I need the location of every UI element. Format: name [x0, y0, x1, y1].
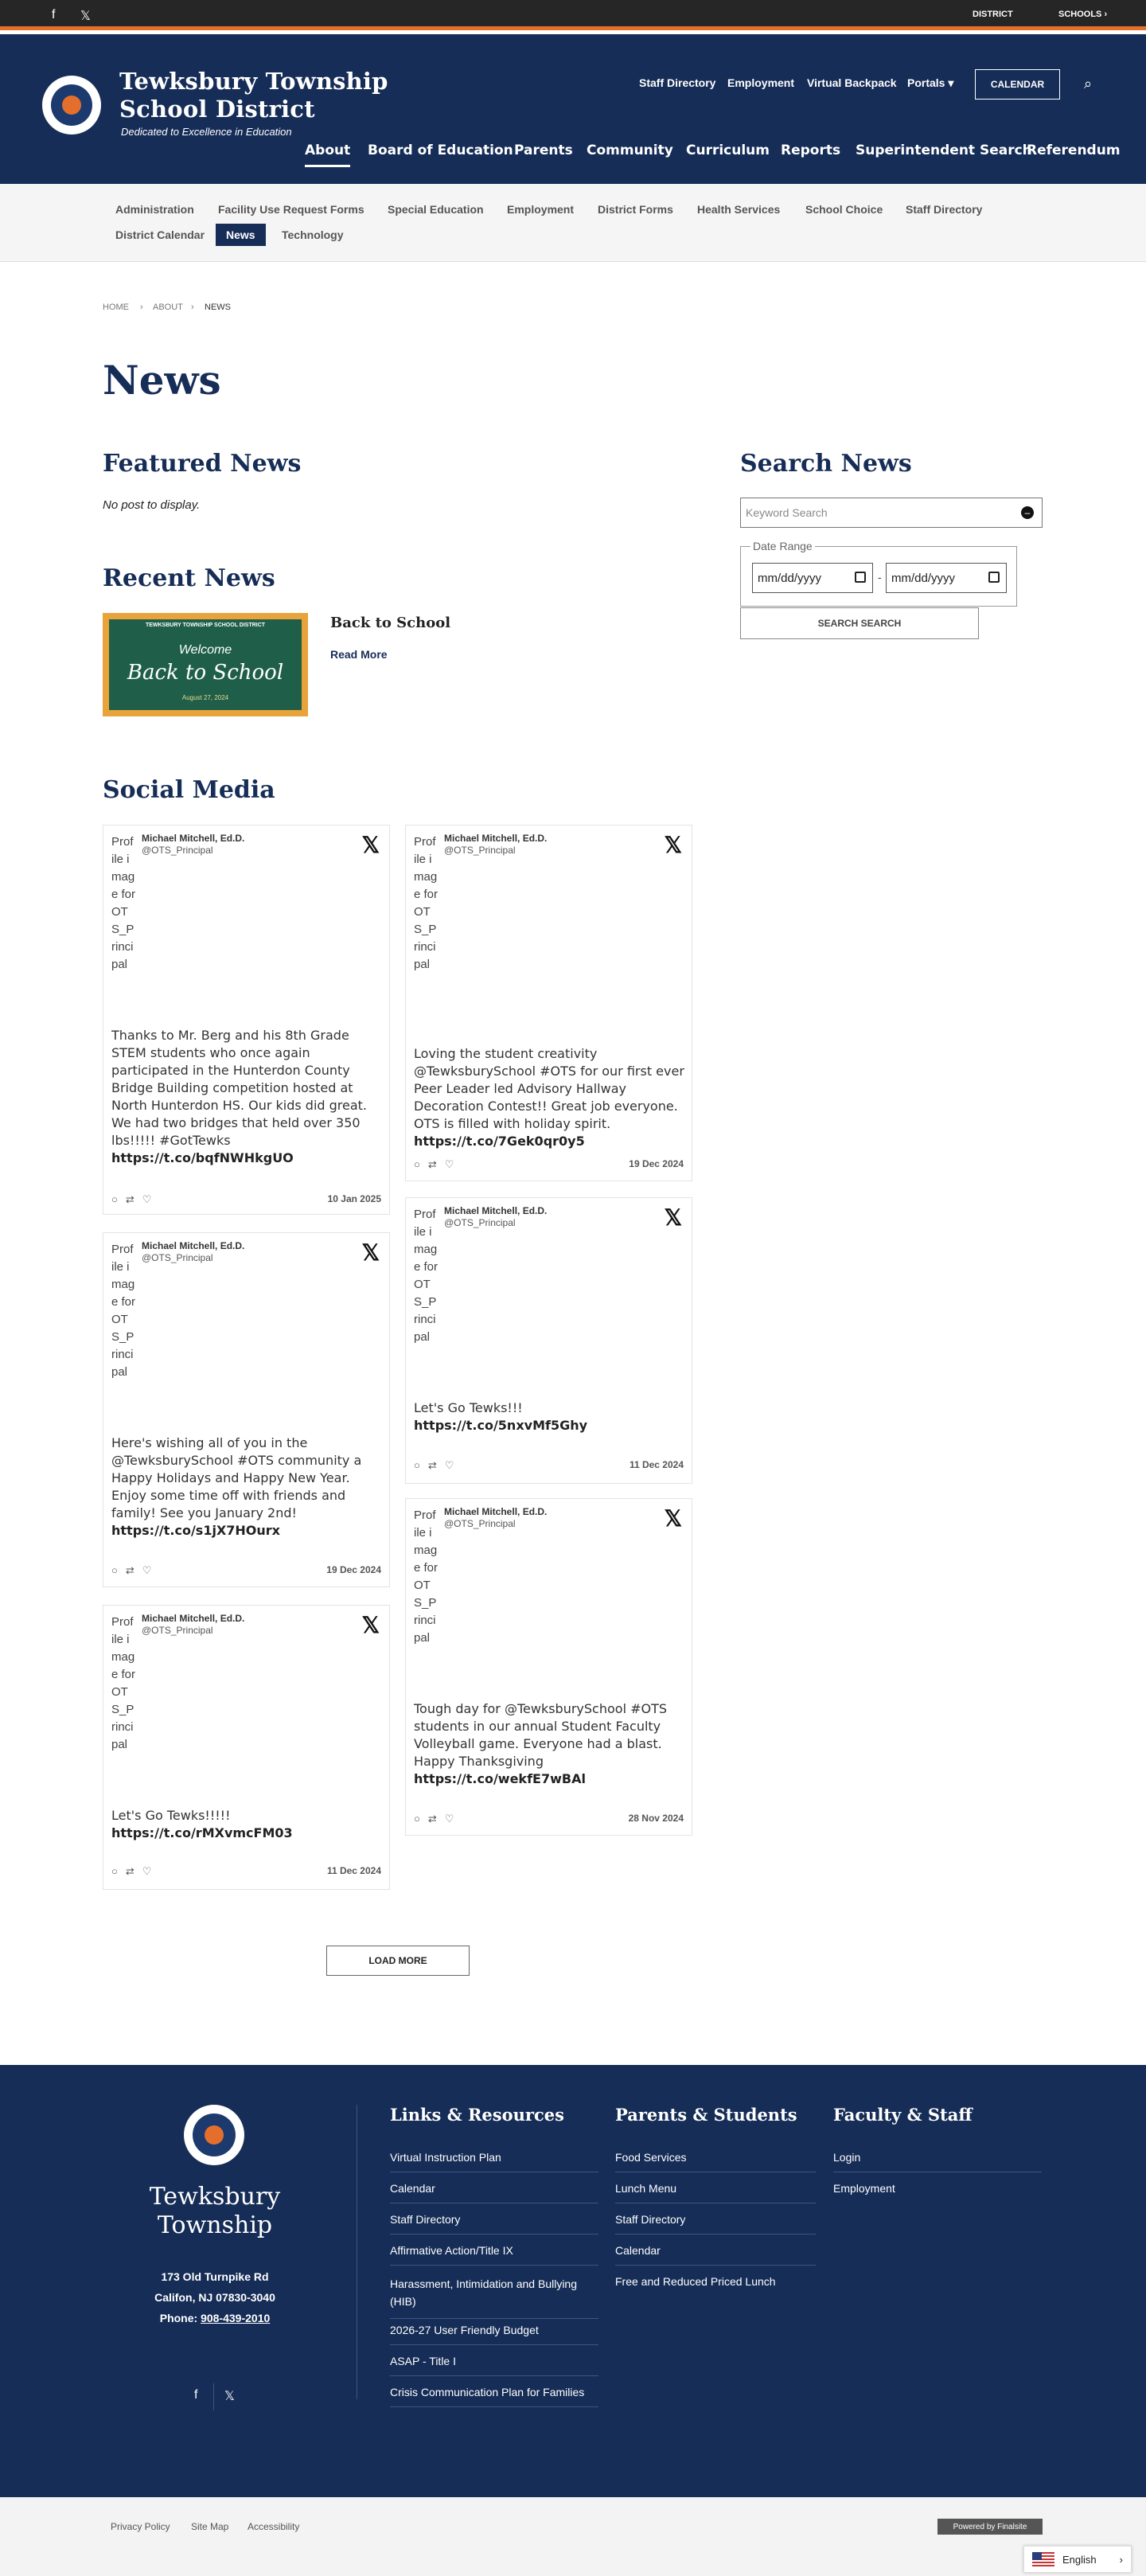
footer-link[interactable]: Virtual Instruction Plan: [390, 2151, 598, 2172]
us-flag-icon: [1032, 2552, 1054, 2566]
page-title: News: [103, 357, 221, 404]
tweet-text-body: Let's Go Tewks!!!!!: [111, 1808, 231, 1823]
footer-link[interactable]: Staff Directory: [615, 2213, 816, 2234]
tweet-card[interactable]: [103, 1605, 390, 1890]
subnav-administration[interactable]: Administration: [115, 203, 194, 216]
footer-link[interactable]: Calendar: [615, 2244, 816, 2266]
subnav-health-services[interactable]: Health Services: [697, 203, 781, 216]
tweet-handle[interactable]: @OTS_Principal: [444, 1217, 516, 1228]
footer-link[interactable]: Login: [833, 2151, 1042, 2172]
news-item-title[interactable]: Back to School: [330, 615, 451, 631]
tweet-text: [111, 1434, 382, 1540]
site-map-link[interactable]: Site Map: [191, 2521, 229, 2532]
footer-link[interactable]: Free and Reduced Priced Lunch: [615, 2275, 776, 2288]
footer-logo[interactable]: [184, 2105, 244, 2165]
search-icon[interactable]: ⌕: [1084, 76, 1093, 92]
footer-address-line2: Califon, NJ 07830-3040: [154, 2291, 275, 2304]
privacy-policy-link[interactable]: Privacy Policy: [111, 2521, 170, 2532]
section-subnav: [0, 184, 1146, 262]
featured-news-heading: Featured News: [103, 450, 302, 478]
thumbnail-welcome-text: Welcome: [178, 643, 232, 657]
tweet-card[interactable]: [405, 825, 692, 1181]
powered-by-badge[interactable]: Powered by Finalsite: [937, 2519, 1043, 2535]
x-icon[interactable]: 𝕏: [224, 2390, 235, 2403]
end-date-placeholder: mm/dd/yyyy: [891, 572, 956, 585]
subnav-staff-directory[interactable]: Staff Directory: [906, 203, 983, 216]
tweet-card[interactable]: [405, 1498, 692, 1836]
footer-link[interactable]: Staff Directory: [390, 2213, 598, 2234]
footer-link[interactable]: Harassment, Intimidation and Bullying (HIB): [390, 2275, 598, 2319]
tweet-date[interactable]: 11 Dec 2024: [629, 1459, 684, 1470]
profile-image: Profile image for OTS_Principal: [111, 835, 136, 971]
subnav-district-forms[interactable]: District Forms: [598, 203, 673, 216]
tweet-text: [414, 1700, 684, 1788]
x-icon[interactable]: 𝕏: [664, 1205, 682, 1230]
featured-empty-message: No post to display.: [103, 498, 201, 512]
tweet-actions[interactable]: ○⇄♡: [111, 1193, 160, 1205]
tweet-date[interactable]: 28 Nov 2024: [628, 1813, 684, 1824]
breadcrumb-home[interactable]: HOME: [103, 302, 129, 312]
tweet-date[interactable]: 11 Dec 2024: [326, 1865, 381, 1876]
facebook-icon[interactable]: f: [52, 8, 56, 21]
profile-image: Profile image for OTS_Principal: [111, 1615, 136, 1751]
phone-link[interactable]: 908-439-2010: [201, 2312, 271, 2324]
breadcrumb-about[interactable]: ABOUT: [153, 302, 183, 312]
tweet-link[interactable]: https://t.co/s1jX7HOurx: [111, 1523, 280, 1538]
district-logo[interactable]: [42, 76, 101, 135]
footer-link[interactable]: Calendar: [390, 2182, 598, 2203]
tweet-text-body: Here's wishing all of you in the @TewksburySchool #OTS community a Happy Holidays and Happy New Year. Enjoy some time off with friends and family! See you January 2nd!: [111, 1435, 362, 1520]
tweet-link[interactable]: https://t.co/wekfE7wBAl: [414, 1771, 586, 1786]
date-range-fieldset: [740, 540, 1017, 607]
site-name[interactable]: [119, 68, 388, 123]
top-bar: [0, 0, 1146, 30]
tweet-card[interactable]: [103, 1232, 390, 1587]
breadcrumb-separator: ›: [191, 302, 194, 312]
nav-reports[interactable]: Reports: [781, 142, 841, 158]
tweet-text: [414, 1045, 684, 1150]
facebook-icon[interactable]: f: [194, 2388, 198, 2402]
thumbnail-back-text: Back to School: [127, 661, 284, 685]
footer-link[interactable]: Food Services: [615, 2151, 816, 2172]
tweet-text: [414, 1399, 684, 1434]
load-more-button[interactable]: LOAD MORE: [326, 1946, 470, 1976]
subnav-news[interactable]: News: [216, 224, 266, 246]
footer-phone: [96, 2312, 334, 2324]
profile-image: Profile image for OTS_Principal: [111, 1243, 136, 1379]
tweet-author[interactable]: Michael Mitchell, Ed.D.: [444, 1506, 548, 1517]
tweet-actions[interactable]: ○⇄♡: [414, 1459, 462, 1471]
footer-link[interactable]: Affirmative Action/Title IX: [390, 2244, 598, 2266]
tweet-actions[interactable]: ○⇄♡: [414, 1158, 462, 1170]
start-date-placeholder: mm/dd/yyyy: [758, 572, 822, 585]
nav-curriculum[interactable]: Curriculum: [686, 142, 770, 158]
profile-image: Profile image for OTS_Principal: [414, 1208, 439, 1344]
date-range-label: Date Range: [750, 540, 815, 552]
footer-name-line1: Tewksbury: [149, 2183, 281, 2211]
parents-students-heading: Parents & Students: [615, 2105, 797, 2125]
thumbnail-school-text: TEWKSBURY TOWNSHIP SCHOOL DISTRICT: [145, 623, 266, 628]
tweet-author[interactable]: Michael Mitchell, Ed.D.: [142, 1613, 245, 1624]
tweet-actions[interactable]: ○⇄♡: [111, 1865, 160, 1877]
subnav-school-choice[interactable]: School Choice: [805, 203, 883, 216]
tweet-text-body: Thanks to Mr. Berg and his 8th Grade STEM students who once again participated in the Hunterdon County Bridge Building competition hosted at North Hunterdon HS. Our kids did great. We had two bridges that held over 350 lbs!!!!! #GotTewks: [111, 1028, 368, 1148]
staff-directory-link[interactable]: Staff Directory: [639, 76, 716, 89]
tweet-card[interactable]: [405, 1197, 692, 1484]
links-resources-heading: Links & Resources: [390, 2105, 564, 2125]
breadcrumb-separator: ›: [140, 302, 143, 312]
tweet-actions[interactable]: ○⇄♡: [111, 1564, 160, 1576]
end-date-input[interactable]: [886, 563, 1007, 593]
nav-parents[interactable]: Parents: [514, 142, 573, 158]
language-label: English: [1062, 2553, 1097, 2566]
footer-link[interactable]: Crisis Communication Plan for Families: [390, 2386, 598, 2407]
faculty-staff-heading: Faculty & Staff: [833, 2105, 973, 2125]
chevron-right-icon: ›: [1119, 2553, 1123, 2566]
subnav-facility-use[interactable]: Facility Use Request Forms: [218, 203, 364, 216]
footer-link[interactable]: ASAP - Title I: [390, 2355, 598, 2376]
employment-link[interactable]: Employment: [727, 76, 795, 89]
virtual-backpack-link[interactable]: Virtual Backpack: [807, 76, 897, 89]
tweet-text-body: Let's Go Tewks!!!: [414, 1400, 523, 1415]
search-news-heading: Search News: [740, 450, 912, 478]
tweet-author[interactable]: Michael Mitchell, Ed.D.: [444, 833, 548, 844]
calendar-button[interactable]: CALENDAR: [975, 69, 1060, 100]
subnav-employment[interactable]: Employment: [507, 203, 575, 216]
phone-label: Phone:: [159, 2312, 198, 2324]
tweet-text: [111, 1027, 382, 1167]
tweet-link[interactable]: https://t.co/5nxvMf5Ghy: [414, 1418, 588, 1433]
tweet-handle[interactable]: @OTS_Principal: [444, 845, 516, 856]
tweet-text: [111, 1807, 382, 1842]
profile-image: Profile image for OTS_Principal: [414, 1509, 439, 1645]
x-icon[interactable]: 𝕏: [361, 833, 380, 857]
portals-dropdown[interactable]: Portals ▾: [907, 76, 954, 89]
schools-link[interactable]: SCHOOLS ›: [1058, 10, 1108, 19]
x-icon[interactable]: 𝕏: [664, 833, 682, 857]
calendar-icon[interactable]: [988, 572, 1000, 583]
x-icon[interactable]: 𝕏: [664, 1506, 682, 1531]
recent-news-heading: Recent News: [103, 564, 275, 592]
nav-board-of-education[interactable]: Board of Education: [368, 142, 513, 158]
thumbnail-date-text: August 27, 2024: [181, 694, 229, 701]
tweet-actions[interactable]: ○⇄♡: [414, 1813, 462, 1825]
calendar-icon[interactable]: [855, 572, 866, 583]
start-date-input[interactable]: [752, 563, 873, 593]
site-tagline: Dedicated to Excellence in Education: [121, 126, 292, 138]
subnav-special-education[interactable]: Special Education: [388, 203, 484, 216]
breadcrumb-news: NEWS: [205, 302, 231, 312]
social-media-heading: Social Media: [103, 776, 275, 804]
tweet-date[interactable]: 19 Dec 2024: [326, 1564, 381, 1575]
district-link[interactable]: DISTRICT: [973, 10, 1013, 19]
nav-about[interactable]: About: [305, 142, 351, 158]
accessibility-link[interactable]: Accessibility: [248, 2521, 300, 2532]
profile-image: Profile image for OTS_Principal: [414, 835, 439, 971]
tweet-handle[interactable]: @OTS_Principal: [444, 1518, 516, 1529]
social-divider: [213, 2383, 214, 2410]
x-icon[interactable]: 𝕏: [80, 10, 91, 23]
bottom-bar: [0, 2497, 1146, 2576]
tweet-card[interactable]: [103, 825, 390, 1215]
tweet-handle[interactable]: @OTS_Principal: [142, 1252, 213, 1263]
site-name-line1: Tewksbury Township: [119, 68, 388, 95]
nav-superintendent-search[interactable]: Superintendent Search: [856, 142, 1032, 158]
search-button[interactable]: SEARCH SEARCH: [740, 607, 979, 639]
date-separator: -: [878, 571, 882, 584]
site-footer: [0, 2065, 1146, 2497]
tweet-date[interactable]: 19 Dec 2024: [629, 1158, 684, 1169]
clear-search-icon[interactable]: –: [1021, 506, 1034, 519]
footer-address-line1: 173 Old Turnpike Rd: [161, 2270, 269, 2283]
tweet-author[interactable]: Michael Mitchell, Ed.D.: [142, 1240, 245, 1251]
tweet-text-body: Tough day for @TewksburySchool #OTS students in our annual Student Faculty Volleyball game. Everyone had a blast. Happy Thanksgiving: [414, 1701, 668, 1769]
tweet-author[interactable]: Michael Mitchell, Ed.D.: [142, 833, 245, 844]
footer-district-name: [96, 2183, 334, 2240]
nav-community[interactable]: Community: [587, 142, 673, 158]
read-more-link[interactable]: Read More: [330, 648, 388, 661]
language-selector[interactable]: [1023, 2546, 1132, 2573]
keyword-placeholder: Keyword Search: [746, 506, 828, 519]
footer-link[interactable]: Lunch Menu: [615, 2182, 816, 2203]
nav-referendum[interactable]: Referendum: [1027, 142, 1121, 158]
subnav-district-calendar[interactable]: District Calendar: [115, 228, 205, 241]
keyword-search-input[interactable]: [740, 498, 1043, 528]
news-thumbnail[interactable]: [103, 613, 308, 716]
x-icon[interactable]: 𝕏: [361, 1613, 380, 1637]
subnav-technology[interactable]: Technology: [282, 228, 344, 241]
x-icon[interactable]: 𝕏: [361, 1240, 380, 1265]
tweet-author[interactable]: Michael Mitchell, Ed.D.: [444, 1205, 548, 1216]
site-header: [0, 34, 1146, 184]
site-name-line2: School District: [119, 96, 315, 123]
tweet-link[interactable]: https://t.co/bqfNWHkgUO: [111, 1150, 294, 1165]
tweet-date[interactable]: 10 Jan 2025: [327, 1193, 381, 1204]
footer-link[interactable]: Employment: [833, 2182, 895, 2195]
tweet-handle[interactable]: @OTS_Principal: [142, 845, 213, 856]
tweet-link[interactable]: https://t.co/7Gek0qr0y5: [414, 1134, 585, 1149]
footer-link[interactable]: 2026-27 User Friendly Budget: [390, 2324, 598, 2345]
footer-name-line2: Township: [157, 2211, 273, 2239]
tweet-handle[interactable]: @OTS_Principal: [142, 1625, 213, 1636]
tweet-link[interactable]: https://t.co/rMXvmcFM03: [111, 1825, 293, 1840]
tweet-text-body: Loving the student creativity @TewksburySchool #OTS for our first ever Peer Leader led Advisory Hallway Decoration Contest!! Great job everyone. OTS is filled with holiday spirit.: [414, 1046, 684, 1131]
